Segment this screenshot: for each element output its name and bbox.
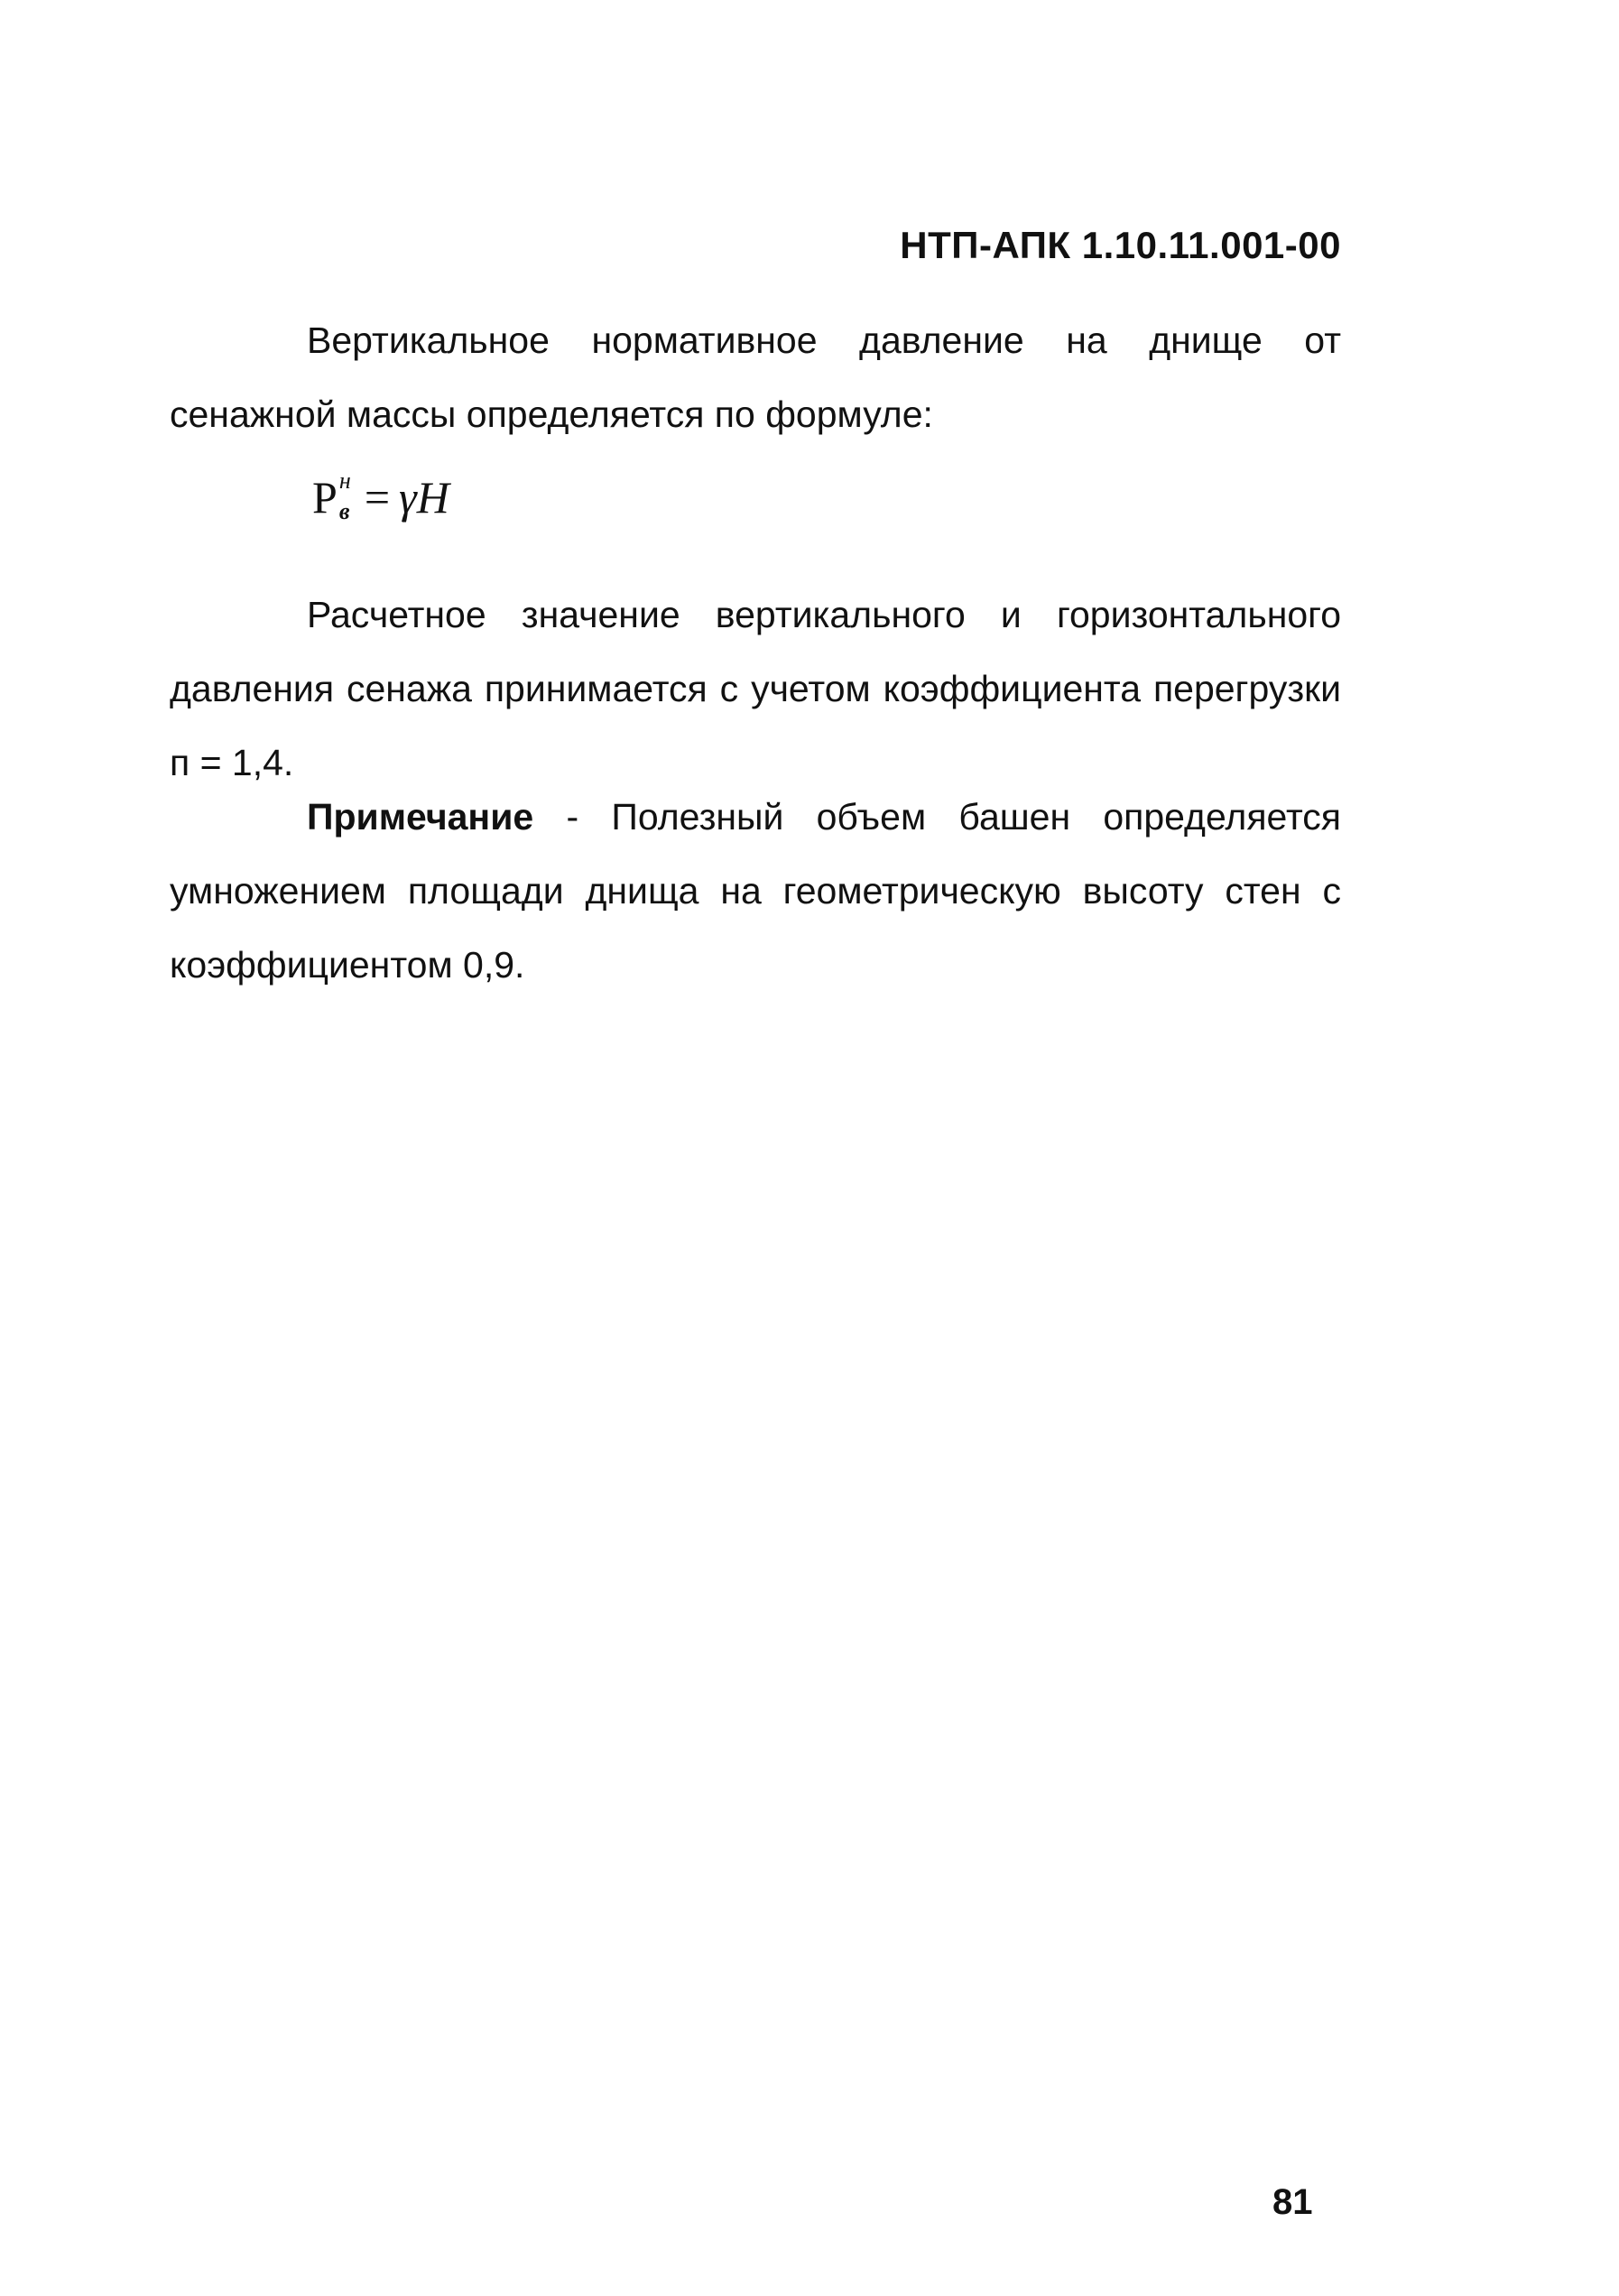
document-code: НТП-АПК 1.10.11.001-00 — [900, 224, 1341, 266]
formula-lhs-symbol: P — [312, 472, 338, 523]
note-text: Полезный объем башен определяется умножением площади днища на геометрическую высоту стен с коэффициентом 0,9. — [170, 796, 1341, 986]
paragraph-design-pressure — [170, 578, 1341, 800]
note-paragraph — [170, 780, 1341, 1002]
paragraph-text: Расчетное значение вертикального и горизонтального давления сенажа принимается с учетом коэффициента перегрузки п = 1,4. — [170, 594, 1341, 783]
note-separator: - — [533, 796, 612, 838]
paragraph-vertical-pressure — [170, 303, 1341, 451]
formula-equals: = — [364, 472, 391, 523]
formula-subscript: в — [338, 498, 350, 524]
page-number: 81 — [1272, 2182, 1313, 2222]
formula-superscript: н — [338, 468, 351, 494]
formula-indices — [338, 468, 357, 524]
formula-rhs: γH — [399, 472, 449, 523]
paragraph-text: Вертикальное нормативное давление на днище от сенажной массы определяется по формуле: — [170, 319, 1341, 435]
pressure-formula — [312, 468, 449, 524]
note-body — [170, 780, 1341, 1002]
note-label: Примечание — [307, 796, 534, 838]
